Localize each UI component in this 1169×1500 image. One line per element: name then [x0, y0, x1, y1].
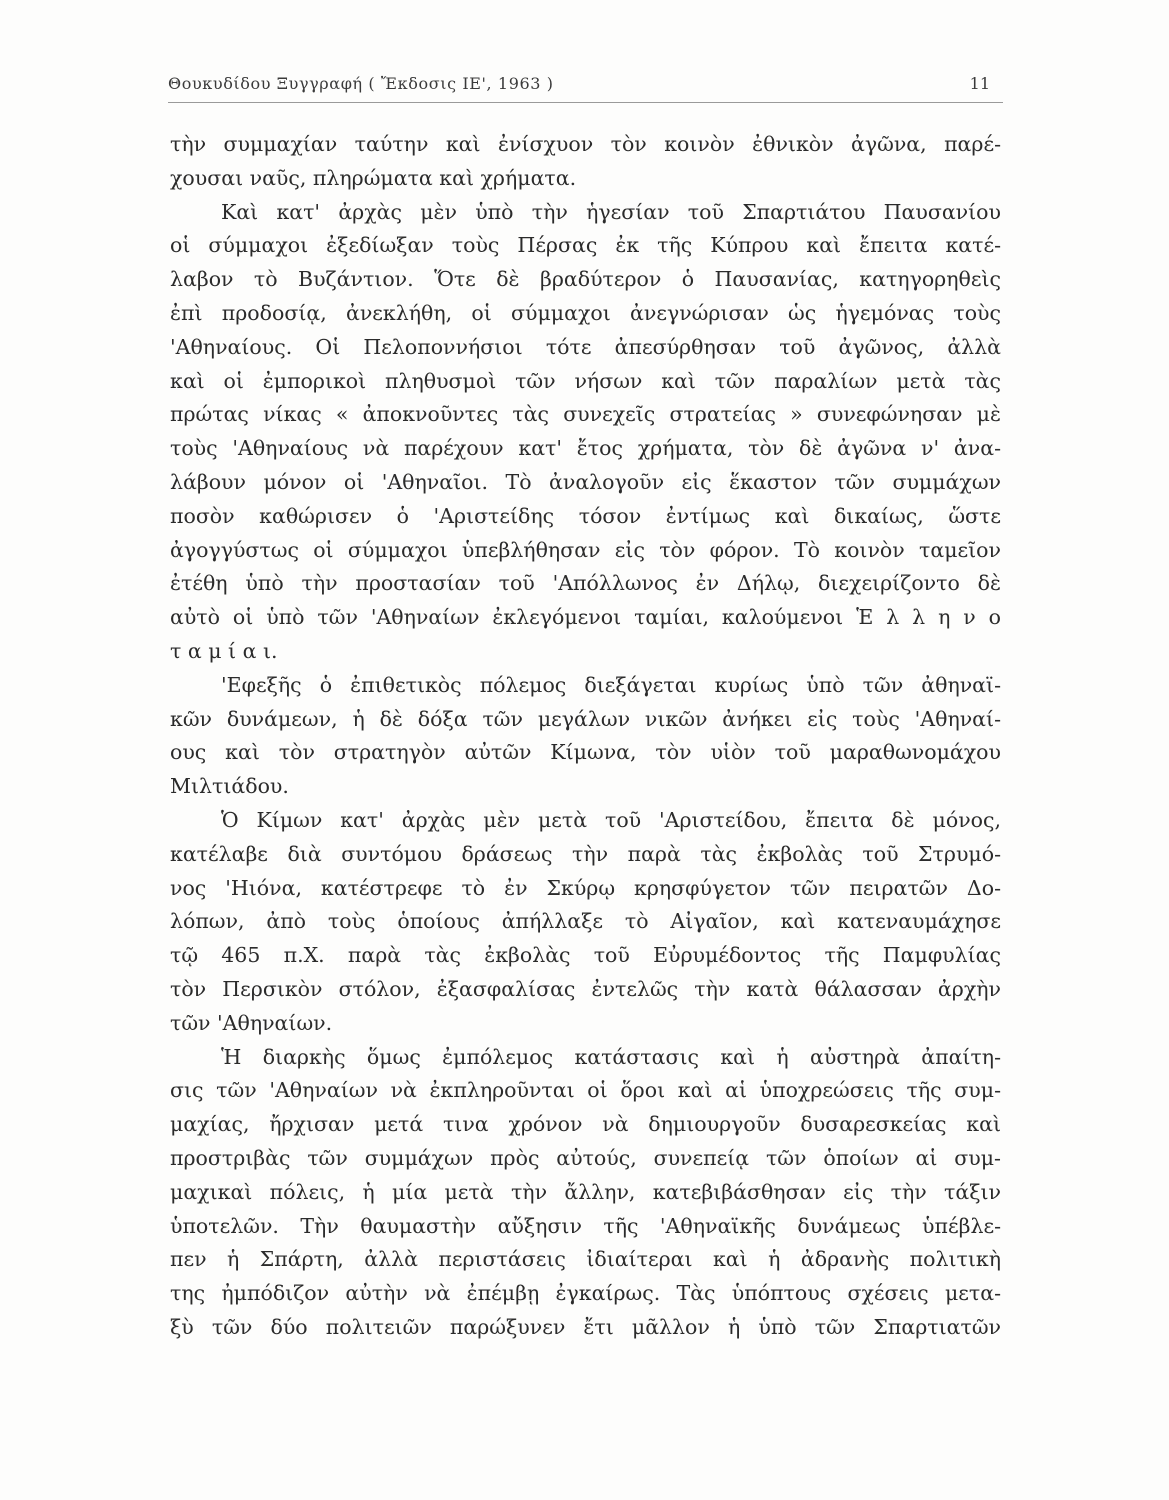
text-line: χουσαι ναῦς, πληρώματα καὶ χρήματα.	[170, 165, 577, 190]
text-line: Καὶ κατ' ἀρχὰς μὲν ὑπὸ τὴν ἡγεσίαν τοῦ Σπαρτιάτου Παυσανίου	[221, 199, 1001, 224]
text-line: ἐτέθη ὑπὸ τὴν προστασίαν τοῦ 'Απόλλωνος ἐν Δήλῳ, διεχειρίζοντο δὲ	[170, 571, 1001, 596]
text-line: προστριβὰς τῶν συμμάχων πρὸς αὐτούς, συνεπείᾳ τῶν ὁποίων αἱ συμ-	[170, 1145, 1001, 1170]
text-line: νος 'Ηιόνα, κατέστρεφε τὸ ἐν Σκύρῳ κρησφύγετον τῶν πειρατῶν Δο-	[170, 875, 1001, 900]
text-line: ἀγογγύστως οἱ σύμμαχοι ὑπεβλήθησαν εἰς τὸν φόρον. Τὸ κοινὸν ταμεῖον	[170, 537, 1001, 562]
text-line: ξὺ τῶν δύο πολιτειῶν παρώξυνεν ἔτι μᾶλλον ἡ ὑπὸ τῶν Σπαρτιατῶν	[170, 1314, 1001, 1339]
text-line: πρώτας νίκας « ἀποκνοῦντες τὰς συνεχεῖς στρατείας » συνεφώνησαν μὲ	[170, 402, 1001, 427]
text-line: Μιλτιάδου.	[170, 774, 289, 799]
text-line: τ α μ ί α ι.	[170, 638, 278, 663]
text-line: Ἡ διαρκὴς ὅμως ἐμπόλεμος κατάστασις καὶ ἡ αὐστηρὰ ἀπαίτη-	[221, 1044, 1001, 1069]
text-line: 'Εφεξῆς ὁ ἐπιθετικὸς πόλεμος διεξάγεται κυρίως ὑπὸ τῶν ἀθηναϊ-	[221, 672, 1001, 697]
text-line: οἱ σύμμαχοι ἐξεδίωξαν τοὺς Πέρσας ἐκ τῆς Κύπρου καὶ ἔπειτα κατέ-	[170, 233, 1001, 258]
text-line: λόπων, ἀπὸ τοὺς ὁποίους ἀπήλλαξε τὸ Αἰγαῖον, καὶ κατεναυμάχησε	[170, 909, 1001, 934]
text-line: ὑποτελῶν. Τὴν θαυμαστὴν αὔξησιν τῆς 'Αθηναϊκῆς δυνάμεως ὑπέβλε-	[170, 1213, 1001, 1238]
text-line: της ἠμπόδιζον αὐτὴν νὰ ἐπέμβῃ ἐγκαίρως. Τὰς ὑπόπτους σχέσεις μετα-	[170, 1281, 1001, 1306]
text-line: τοὺς 'Αθηναίους νὰ παρέχουν κατ' ἔτος χρήματα, τὸν δὲ ἀγῶνα ν' ἀνα-	[170, 436, 1001, 461]
text-line: λάβουν μόνον οἱ 'Αθηναῖοι. Τὸ ἀναλογοῦν εἰς ἕκαστον τῶν συμμάχων	[170, 469, 1001, 494]
text-line: Ὁ Κίμων κατ' ἀρχὰς μὲν μετὰ τοῦ 'Αριστείδου, ἔπειτα δὲ μόνος,	[221, 807, 1001, 832]
text-line: τὴν συμμαχίαν ταύτην καὶ ἐνίσχυον τὸν κοινὸν ἐθνικὸν ἀγῶνα, παρέ-	[170, 132, 1001, 156]
body-text	[170, 128, 1001, 1345]
running-header	[168, 74, 998, 100]
text-line: μαχίας, ἤρχισαν μετά τινα χρόνον νὰ δημιουργοῦν δυσαρεσκείας καὶ	[170, 1112, 1001, 1137]
text-line: ποσὸν καθώρισεν ὁ 'Αριστείδης τόσον ἐντίμως καὶ δικαίως, ὥστε	[170, 503, 1001, 528]
text-line: τῶν 'Αθηναίων.	[170, 1010, 333, 1035]
text-line: ἐπὶ προδοσίᾳ, ἀνεκλήθη, οἱ σύμμαχοι ἀνεγνώρισαν ὡς ἡγεμόνας τοὺς	[170, 300, 1001, 325]
text-line: λαβον τὸ Βυζάντιον. Ὅτε δὲ βραδύτερον ὁ Παυσανίας, κατηγορηθεὶς	[170, 267, 1001, 292]
text-line: σις τῶν 'Αθηναίων νὰ ἐκπληροῦνται οἱ ὅροι καὶ αἱ ὑποχρεώσεις τῆς συμ-	[170, 1078, 1001, 1103]
text-line: τῷ 465 π.Χ. παρὰ τὰς ἐκβολὰς τοῦ Εὐρυμέδοντος τῆς Παμφυλίας	[170, 943, 1001, 968]
header-title: Θουκυδίδου Ξυγγραφή ( Ἔκδοσις ΙΕ', 1963 )	[168, 74, 554, 93]
text-line: μαχικαὶ πόλεις, ἡ μία μετὰ τὴν ἄλλην, κατεβιβάσθησαν εἰς τὴν τάξιν	[170, 1179, 1001, 1204]
page-number: 11	[969, 74, 990, 93]
text-line: κῶν δυνάμεων, ἡ δὲ δόξα τῶν μεγάλων νικῶν ἀνήκει εἰς τοὺς 'Αθηναί-	[170, 706, 1001, 731]
text-line: 'Αθηναίους. Οἱ Πελοποννήσιοι τότε ἀπεσύρθησαν τοῦ ἀγῶνος, ἀλλὰ	[170, 334, 1001, 359]
text-line: αὐτὸ οἱ ὑπὸ τῶν 'Αθηναίων ἐκλεγόμενοι ταμίαι, καλούμενοι Ἑ λ λ η ν ο	[170, 605, 1001, 630]
text-line: καὶ οἱ ἐμπορικοὶ πληθυσμοὶ τῶν νήσων καὶ τῶν παραλίων μετὰ τὰς	[170, 368, 1001, 393]
header-rule	[168, 102, 1003, 103]
text-line: πεν ἡ Σπάρτη, ἀλλὰ περιστάσεις ἰδιαίτεραι καὶ ἡ ἀδρανὴς πολιτικὴ	[170, 1247, 1001, 1272]
text-line: τὸν Περσικὸν στόλον, ἐξασφαλίσας ἐντελῶς τὴν κατὰ θάλασσαν ἀρχὴν	[170, 976, 1001, 1001]
text-line: κατέλαβε διὰ συντόμου δράσεως τὴν παρὰ τὰς ἐκβολὰς τοῦ Στρυμό-	[170, 841, 1001, 866]
text-line: ους καὶ τὸν στρατηγὸν αὐτῶν Κίμωνα, τὸν υἱὸν τοῦ μαραθωνομάχου	[170, 740, 1001, 765]
